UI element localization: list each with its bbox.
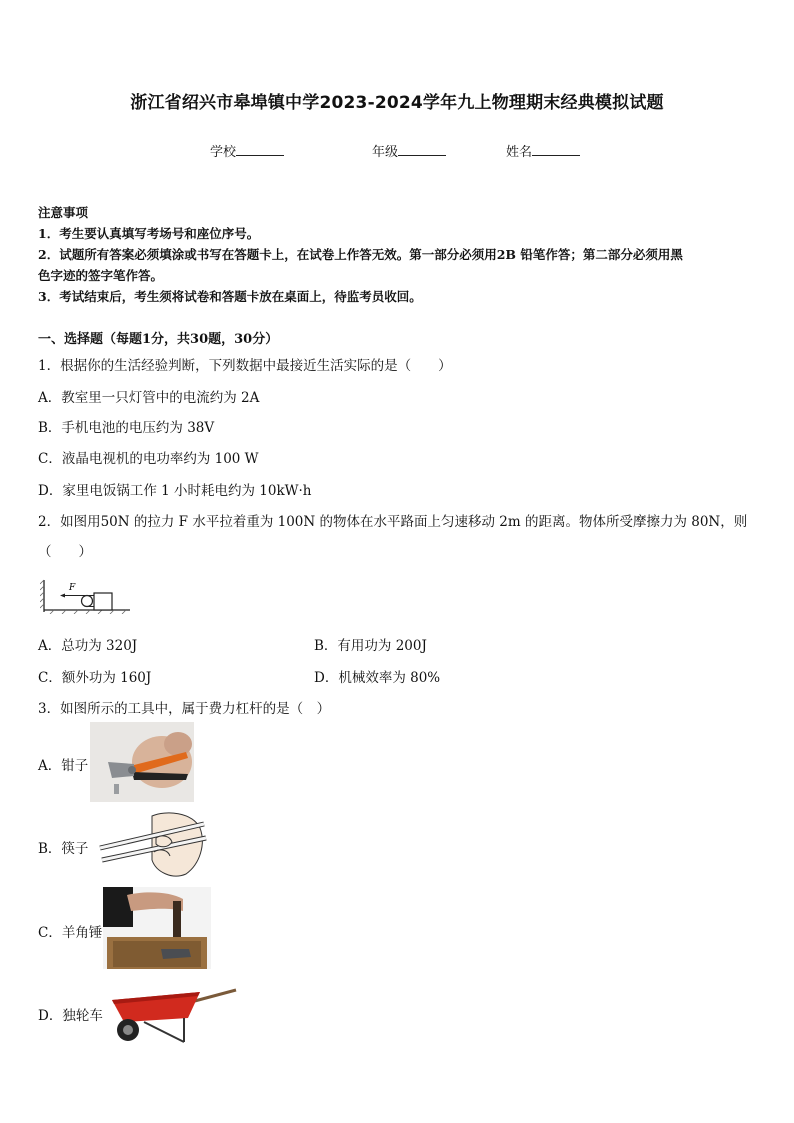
q2-option-a: A．总功为 320J xyxy=(38,638,138,654)
pliers-image xyxy=(90,722,194,802)
q2-option-c: C．额外功为 160J xyxy=(38,670,152,686)
name-field xyxy=(506,141,580,160)
claw-hammer-image xyxy=(103,887,211,969)
q3-option-a: A．钳子 xyxy=(38,758,89,774)
q3-option-c: C．羊角锤 xyxy=(38,925,103,941)
notes-heading: 注意事项 xyxy=(38,205,89,220)
school-label: 学校 xyxy=(210,145,237,160)
name-label: 姓名 xyxy=(506,145,533,160)
q2-option-b: B．有用功为 200J xyxy=(314,638,427,654)
page-title: 浙江省绍兴市皋埠镇中学2023-2024学年九上物理期末经典模拟试题 xyxy=(130,93,664,113)
pulley-diagram xyxy=(40,578,132,614)
wheelbarrow-image xyxy=(104,978,239,1045)
q1-option-d: D．家里电饭锅工作 1 小时耗电约为 10kW·h xyxy=(38,483,312,499)
name-blank xyxy=(532,143,580,156)
q1-option-c: C．液晶电视机的电功率约为 100 W xyxy=(38,451,259,467)
q1-option-a: A．教室里一只灯管中的电流约为 2A xyxy=(38,390,260,406)
question-2-stem-cont: （ ） xyxy=(38,544,92,560)
q3-option-d: D．独轮车 xyxy=(38,1008,103,1024)
note-item: 3．考试结束后，考生须将试卷和答题卡放在桌面上，待监考员收回。 xyxy=(38,289,422,304)
q1-option-b: B．手机电池的电压约为 38V xyxy=(38,420,215,436)
question-3-stem: 3．如图所示的工具中，属于费力杠杆的是（ ） xyxy=(38,701,331,717)
note-item: 2．试题所有答案必须填涂或书写在答题卡上，在试卷上作答无效。第一部分必须用2B 铅笔作答；第二部分必须用黑 xyxy=(38,247,683,262)
grade-blank xyxy=(398,143,446,156)
section-heading: 一、选择题（每题1分，共30题，30分） xyxy=(38,332,279,347)
school-blank xyxy=(236,143,284,156)
note-item: 1．考生要认真填写考场号和座位序号。 xyxy=(38,226,260,241)
school-field xyxy=(210,141,284,160)
grade-field xyxy=(372,141,446,160)
force-label: F xyxy=(69,583,76,593)
q2-option-d: D．机械效率为 80% xyxy=(314,670,441,686)
note-item: 色字迹的签字笔作答。 xyxy=(38,268,164,283)
grade-label: 年级 xyxy=(372,145,399,160)
q3-option-b: B．筷子 xyxy=(38,841,89,857)
chopsticks-image xyxy=(96,808,208,880)
question-2-stem: 2．如图用50N 的拉力 F 水平拉着重为 100N 的物体在水平路面上匀速移动 2m 的距离。物体所受摩擦力为 80N，则 xyxy=(38,514,748,530)
question-1-stem: 1．根据你的生活经验判断，下列数据中最接近生活实际的是（ ） xyxy=(38,358,452,374)
